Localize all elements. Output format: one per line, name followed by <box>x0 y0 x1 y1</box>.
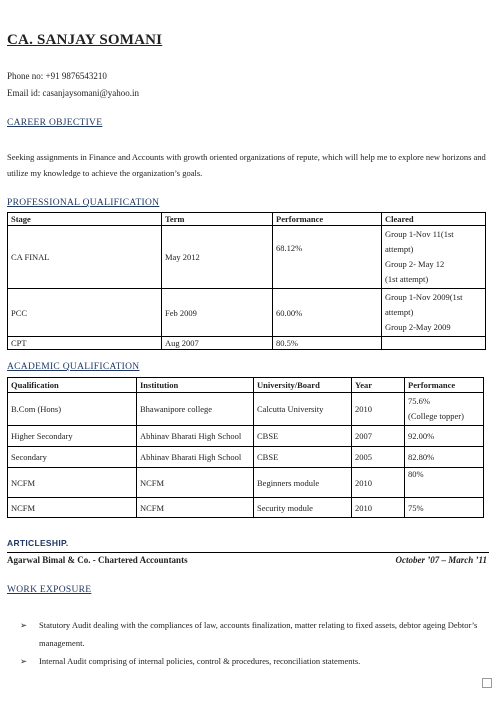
articleship-period: October ’07 – March ’11 <box>395 555 487 565</box>
performance-line: 75.6% <box>408 396 430 406</box>
qualification-cell: Higher Secondary <box>8 426 137 447</box>
table-row <box>8 289 486 337</box>
cleared-line: Group 1-Nov 11(1st attempt) <box>385 229 454 254</box>
institution-cell: NCFM <box>137 498 254 518</box>
table-row <box>8 337 486 350</box>
table-header-row <box>8 378 484 393</box>
arrow-bullet-icon: ➢ <box>20 620 28 630</box>
institution-cell: NCFM <box>137 468 254 498</box>
list-item-text: Internal Audit comprising of internal policies, control & procedures, reconciliation statements. <box>39 656 361 666</box>
performance-cell: 68.12% <box>273 226 382 289</box>
board-cell: CBSE <box>254 447 352 468</box>
term-cell: Aug 2007 <box>162 337 273 350</box>
cleared-line: (1st attempt) <box>385 274 429 284</box>
career-objective-heading: CAREER OBJECTIVE <box>7 118 103 128</box>
performance-cell: 82.80% <box>405 447 484 468</box>
performance-cell: 60.00% <box>273 289 382 337</box>
institution-cell: Abhinav Bharati High School <box>137 426 254 447</box>
year-cell: 2005 <box>352 447 405 468</box>
cleared-cell <box>382 337 486 350</box>
term-cell: May 2012 <box>162 226 273 289</box>
stage-cell: CPT <box>8 337 162 350</box>
table-header-row <box>8 213 486 226</box>
board-cell: Beginners module <box>254 468 352 498</box>
list-item <box>20 616 490 652</box>
qualification-cell: NCFM <box>8 498 137 518</box>
resize-handle-icon[interactable] <box>482 678 492 688</box>
table-row <box>8 447 484 468</box>
arrow-bullet-icon: ➢ <box>20 656 28 666</box>
column-header-year: Year <box>352 378 405 393</box>
year-cell: 2010 <box>352 498 405 518</box>
cleared-line: Group 2- May 12 <box>385 259 445 269</box>
column-header-institution: Institution <box>137 378 254 393</box>
professional-qualification-table <box>7 212 486 350</box>
column-header-stage: Stage <box>8 213 162 226</box>
cleared-line: Group 1-Nov 2009(1st attempt) <box>385 292 463 317</box>
column-header-board: University/Board <box>254 378 352 393</box>
email-address: Email id: casanjaysomani@yahoo.in <box>7 88 140 98</box>
institution-cell: Abhinav Bharati High School <box>137 447 254 468</box>
year-cell: 2007 <box>352 426 405 447</box>
table-row <box>8 498 484 518</box>
performance-cell: 80% <box>405 468 484 498</box>
cleared-cell <box>382 226 486 289</box>
articleship-heading: ARTICLESHIP. <box>7 538 69 548</box>
phone-number: Phone no: +91 9876543210 <box>7 71 107 81</box>
articleship-divider <box>7 552 489 553</box>
articleship-firm: Agarwal Bimal & Co. - Chartered Accountants <box>7 555 188 565</box>
year-cell: 2010 <box>352 468 405 498</box>
academic-qualification-heading: ACADEMIC QUALIFICATION <box>7 362 140 372</box>
table-row <box>8 468 484 498</box>
work-exposure-heading: WORK EXPOSURE <box>7 585 92 595</box>
candidate-name: CA. SANJAY SOMANI <box>7 32 163 48</box>
institution-cell: Bhawanipore college <box>137 393 254 426</box>
qualification-cell: NCFM <box>8 468 137 498</box>
table-row <box>8 426 484 447</box>
academic-qualification-table <box>7 377 484 518</box>
list-item-text: Statutory Audit dealing with the compliances of law, accounts finalization, matter relating to fixed assets, debtor ageing Debtor’s management. <box>39 620 478 648</box>
column-header-performance: Performance <box>273 213 382 226</box>
performance-cell: 80.5% <box>273 337 382 350</box>
column-header-qualification: Qualification <box>8 378 137 393</box>
board-cell: CBSE <box>254 426 352 447</box>
table-row <box>8 393 484 426</box>
list-item <box>20 652 490 670</box>
qualification-cell: Secondary <box>8 447 137 468</box>
performance-cell: 92.00% <box>405 426 484 447</box>
stage-cell: PCC <box>8 289 162 337</box>
column-header-cleared: Cleared <box>382 213 486 226</box>
stage-cell: CA FINAL <box>8 226 162 289</box>
qualification-cell: B.Com (Hons) <box>8 393 137 426</box>
column-header-performance: Performance <box>405 378 484 393</box>
table-row <box>8 226 486 289</box>
performance-cell <box>405 393 484 426</box>
board-cell: Calcutta University <box>254 393 352 426</box>
cleared-line: Group 2-May 2009 <box>385 322 451 332</box>
year-cell: 2010 <box>352 393 405 426</box>
board-cell: Security module <box>254 498 352 518</box>
work-exposure-list <box>20 616 490 670</box>
performance-line: (College topper) <box>408 411 464 421</box>
column-header-term: Term <box>162 213 273 226</box>
cleared-cell <box>382 289 486 337</box>
professional-qualification-heading: PROFESSIONAL QUALIFICATION <box>7 198 160 208</box>
articleship-row <box>7 555 487 565</box>
career-objective-text: Seeking assignments in Finance and Accounts with growth oriented organizations of repute, which will help me to explore new horizons and utilize my knowledge to achieve the organization’s goals. <box>7 152 486 178</box>
performance-cell: 75% <box>405 498 484 518</box>
term-cell: Feb 2009 <box>162 289 273 337</box>
